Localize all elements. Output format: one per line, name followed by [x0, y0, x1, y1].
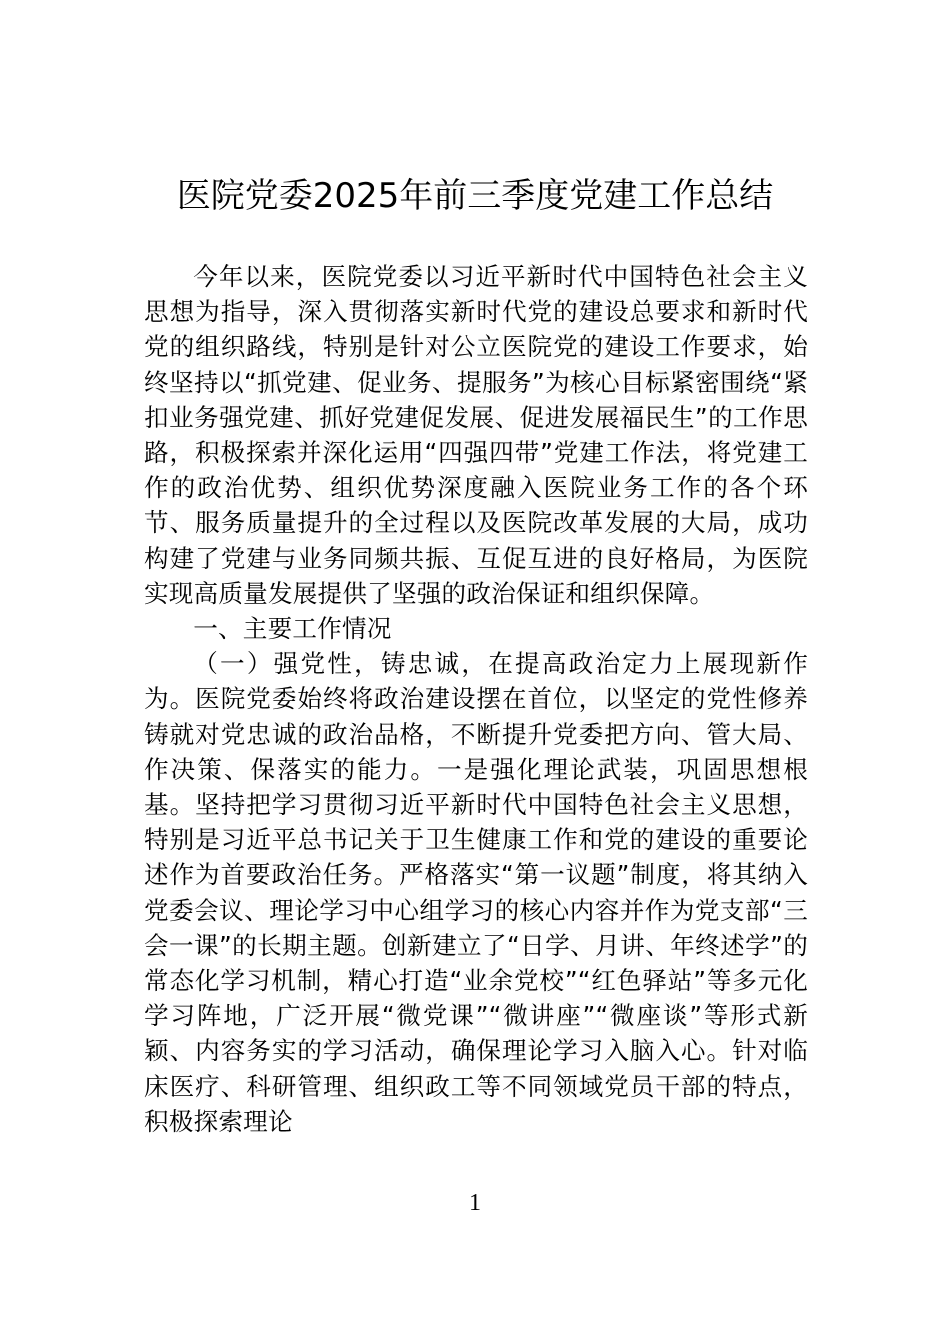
document-body	[144, 259, 808, 1139]
body-paragraph: （一）强党性，铸忠诚，在提高政治定力上展现新作为。医院党委始终将政治建设摆在首位，以坚定的党性修养铸就对党忠诚的政治品格，不断提升党委把方向、管大局、作决策、保落实的能力。一是强化理论武装，巩固思想根基。坚持把学习贯彻习近平新时代中国特色社会主义思想，特别是习近平总书记关于卫生健康工作和党的建设的重要论述作为首要政治任务。严格落实“第一议题”制度，将其纳入党委会议、理论学习中心组学习的核心内容并作为党支部“三会一课”的长期主题。创新建立了“日学、月讲、年终述学”的常态化学习机制，精心打造“业余党校”“红色驿站”等多元化学习阵地，广泛开展“微党课”“微讲座”“微座谈”等形式新颖、内容务实的学习活动，确保理论学习入脑入心。针对临床医疗、科研管理、组织政工等不同领域党员干部的特点，积极探索理论	[144, 649, 808, 1136]
section-heading: 一、主要工作情况	[193, 614, 392, 644]
page-number: 1	[469, 1190, 481, 1216]
intro-paragraph: 今年以来，医院党委以习近平新时代中国特色社会主义思想为指导，深入贯彻落实新时代党的建设总要求和新时代党的组织路线，特别是针对公立医院党的建设工作要求，始终坚持以“抓党建、促业务、提服务”为核心目标紧密围绕“紧扣业务强党建、抓好党建促发展、促进发展福民生”的工作思路，积极探索并深化运用“四强四带”党建工作法，将党建工作的政治优势、组织优势深度融入医院业务工作的各个环节、服务质量提升的全过程以及医院改革发展的大局，成功构建了党建与业务同频共振、互促互进的良好格局，为医院实现高质量发展提供了坚强的政治保证和组织保障。	[144, 262, 808, 608]
document-title: 医院党委2025年前三季度党建工作总结	[176, 176, 774, 216]
